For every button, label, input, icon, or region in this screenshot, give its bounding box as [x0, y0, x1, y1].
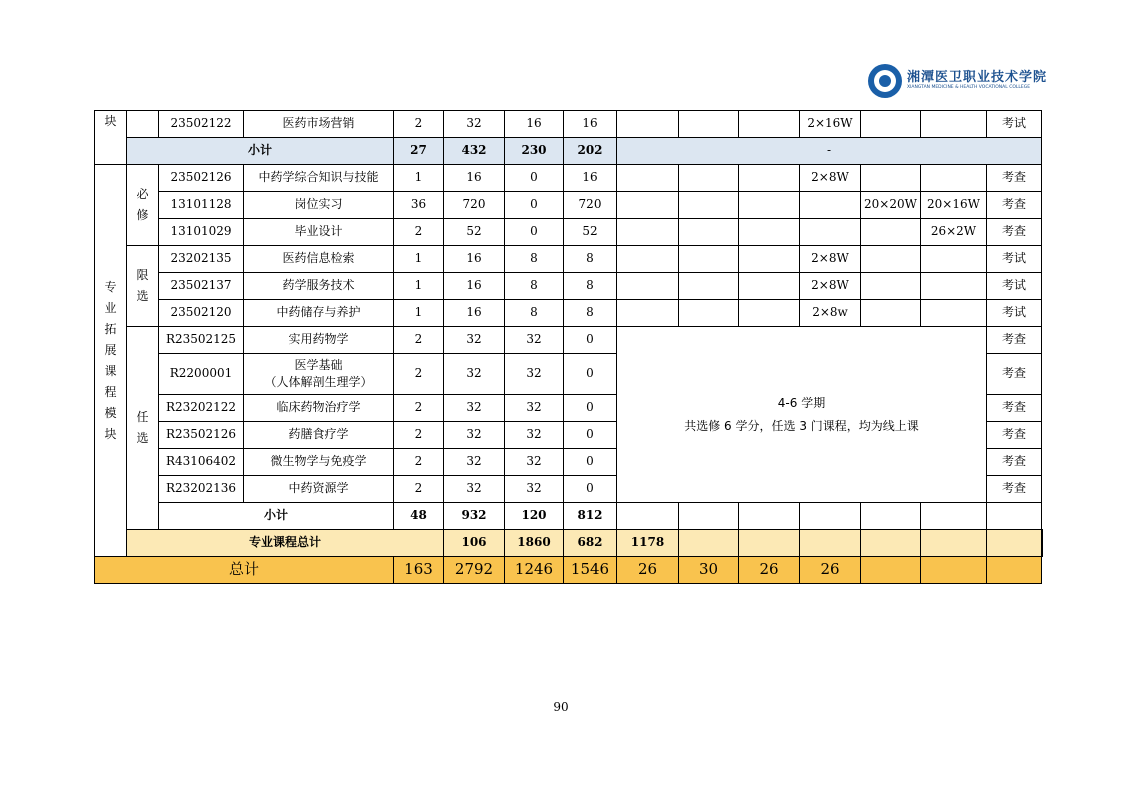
course-name: 医学基础 （人体解剖生理学） — [244, 354, 394, 395]
practice-hours: 16 — [564, 111, 617, 138]
course-code: R43106402 — [159, 449, 244, 476]
theory-hours: 8 — [505, 273, 564, 300]
course-code: 23202135 — [159, 246, 244, 273]
practice-hours: 1178 — [617, 530, 679, 557]
semester-hours: 20×16W — [921, 192, 987, 219]
course-code: R23502126 — [159, 422, 244, 449]
credits: 2 — [394, 476, 444, 503]
grand-total-label: 总计 — [95, 557, 394, 584]
hours: 32 — [444, 327, 505, 354]
credits: 2 — [394, 422, 444, 449]
semester-hours: 26×2W — [921, 219, 987, 246]
college-seal-icon — [868, 64, 902, 98]
course-code: 13101128 — [159, 192, 244, 219]
credits: 36 — [394, 192, 444, 219]
credits: 2 — [394, 395, 444, 422]
hours: 32 — [444, 395, 505, 422]
exam-type: 考试 — [987, 300, 1042, 327]
practice-hours: 202 — [564, 138, 617, 165]
course-name: 药膳食疗学 — [244, 422, 394, 449]
exam-type: 考查 — [987, 192, 1042, 219]
credits: 1 — [394, 246, 444, 273]
theory-hours: 230 — [505, 138, 564, 165]
curriculum-table — [94, 110, 1043, 584]
course-name: 临床药物治疗学 — [244, 395, 394, 422]
subtotal-label: 小计 — [159, 503, 394, 530]
practice-hours: 8 — [564, 273, 617, 300]
theory-hours: 32 — [505, 395, 564, 422]
practice-hours: 8 — [564, 246, 617, 273]
exam-type: 考查 — [987, 395, 1042, 422]
major-total-row — [95, 530, 1043, 557]
semester-hours: 2×8w — [800, 300, 861, 327]
credits: 2 — [394, 449, 444, 476]
module-label: 专 业 拓 展 课 程 模 块 — [95, 165, 127, 557]
practice-hours: 0 — [564, 327, 617, 354]
practice-hours: 0 — [564, 449, 617, 476]
theory-hours: 682 — [564, 530, 617, 557]
credits: 2 — [394, 354, 444, 395]
module-tail-label: 块 — [95, 111, 127, 165]
hours: 32 — [444, 476, 505, 503]
course-name: 中药储存与养护 — [244, 300, 394, 327]
course-code: 23502120 — [159, 300, 244, 327]
exam-type: 考查 — [987, 165, 1042, 192]
theory-hours: 8 — [505, 300, 564, 327]
hours: 32 — [444, 449, 505, 476]
course-name: 岗位实习 — [244, 192, 394, 219]
theory-hours: 32 — [505, 449, 564, 476]
semester-hours — [861, 165, 921, 192]
major-total-label: 专业课程总计 — [127, 530, 444, 557]
table-row — [95, 300, 1043, 327]
credits: 2 — [394, 219, 444, 246]
semester-hours: 2×8W — [800, 273, 861, 300]
subtotal-row — [95, 503, 1043, 530]
exam-type: 考查 — [987, 354, 1042, 395]
course-code: R2200001 — [159, 354, 244, 395]
course-name: 毕业设计 — [244, 219, 394, 246]
course-code: 23502122 — [159, 111, 244, 138]
course-code: 23502126 — [159, 165, 244, 192]
semester-weekly-hours: 30 — [679, 557, 739, 584]
semester-weekly-hours: 26 — [800, 557, 861, 584]
exam-type: 考试 — [987, 246, 1042, 273]
practice-hours: 52 — [564, 219, 617, 246]
page-number: 90 — [553, 700, 569, 714]
required-label: 必 修 — [127, 165, 159, 246]
theory-hours: 0 — [505, 219, 564, 246]
exam-type: 考试 — [987, 111, 1042, 138]
course-code: R23202136 — [159, 476, 244, 503]
hours: 16 — [444, 246, 505, 273]
exam-type: 考查 — [987, 449, 1042, 476]
course-code: 13101029 — [159, 219, 244, 246]
semester-hours — [800, 219, 861, 246]
practice-hours: 720 — [564, 192, 617, 219]
semester-dash: - — [617, 138, 1042, 165]
exam-type: 考查 — [987, 476, 1042, 503]
logo-name-en: XIANGTAN MEDICINE & HEALTH VOCATIONAL COLLEGE — [907, 85, 1031, 91]
theory-hours: 32 — [505, 354, 564, 395]
credits: 2 — [394, 111, 444, 138]
course-name: 中药资源学 — [244, 476, 394, 503]
theory-hours: 120 — [505, 503, 564, 530]
practice-hours: 0 — [564, 395, 617, 422]
course-name: 医药市场营销 — [244, 111, 394, 138]
hours: 16 — [444, 165, 505, 192]
college-logo — [868, 64, 1047, 98]
table-row — [95, 246, 1043, 273]
hours: 932 — [444, 503, 505, 530]
hours: 32 — [444, 354, 505, 395]
theory-hours: 1246 — [505, 557, 564, 584]
practice-hours: 0 — [564, 354, 617, 395]
semester-hours: 2×16W — [800, 111, 861, 138]
credits: 163 — [394, 557, 444, 584]
course-code: R23502125 — [159, 327, 244, 354]
theory-hours: 0 — [505, 192, 564, 219]
semester-hours: 2×8W — [800, 165, 861, 192]
hours: 16 — [444, 300, 505, 327]
hours: 720 — [444, 192, 505, 219]
semester-hours — [921, 165, 987, 192]
table-row — [95, 219, 1043, 246]
practice-hours: 16 — [564, 165, 617, 192]
course-name: 微生物学与免疫学 — [244, 449, 394, 476]
hours: 16 — [444, 273, 505, 300]
semester-weekly-hours: 26 — [739, 557, 800, 584]
table-row — [95, 165, 1043, 192]
hours: 52 — [444, 219, 505, 246]
hours: 432 — [444, 138, 505, 165]
semester-hours: 2×8W — [800, 246, 861, 273]
table-row — [95, 192, 1043, 219]
course-name: 实用药物学 — [244, 327, 394, 354]
theory-hours: 32 — [505, 422, 564, 449]
exam-type: 考查 — [987, 327, 1042, 354]
credits: 2 — [394, 327, 444, 354]
limited-label: 限 选 — [127, 246, 159, 327]
practice-hours: 8 — [564, 300, 617, 327]
theory-hours: 0 — [505, 165, 564, 192]
course-code: 23502137 — [159, 273, 244, 300]
theory-hours: 32 — [505, 327, 564, 354]
grand-total-row — [95, 557, 1043, 584]
course-name: 药学服务技术 — [244, 273, 394, 300]
logo-name-cn: 湘潭医卫职业技术学院 — [907, 70, 1048, 86]
hours: 1860 — [505, 530, 564, 557]
credits: 1 — [394, 165, 444, 192]
hours: 2792 — [444, 557, 505, 584]
theory-hours: 8 — [505, 246, 564, 273]
course-name: 中药学综合知识与技能 — [244, 165, 394, 192]
credits: 1 — [394, 300, 444, 327]
theory-hours: 32 — [505, 476, 564, 503]
hours: 32 — [444, 422, 505, 449]
elective-label: 任 选 — [127, 327, 159, 530]
course-name: 医药信息检索 — [244, 246, 394, 273]
credits: 48 — [394, 503, 444, 530]
hours: 32 — [444, 111, 505, 138]
table-row — [95, 111, 1043, 138]
table-row — [95, 273, 1043, 300]
practice-hours: 812 — [564, 503, 617, 530]
exam-type: 考试 — [987, 273, 1042, 300]
subtotal-row — [95, 138, 1043, 165]
credits: 106 — [444, 530, 505, 557]
table-row — [95, 327, 1043, 354]
credits: 1 — [394, 273, 444, 300]
subtotal-label: 小计 — [127, 138, 394, 165]
semester-hours: 20×20W — [861, 192, 921, 219]
exam-type: 考查 — [987, 219, 1042, 246]
practice-hours: 0 — [564, 476, 617, 503]
practice-hours: 1546 — [564, 557, 617, 584]
exam-type: 考查 — [987, 422, 1042, 449]
course-code: R23202122 — [159, 395, 244, 422]
semester-weekly-hours: 26 — [617, 557, 679, 584]
semester-hours — [861, 219, 921, 246]
credits: 27 — [394, 138, 444, 165]
theory-hours: 16 — [505, 111, 564, 138]
practice-hours: 0 — [564, 422, 617, 449]
semester-hours — [800, 192, 861, 219]
elective-note: 4-6 学期 共选修 6 学分，任选 3 门课程，均为线上课 — [617, 327, 987, 503]
